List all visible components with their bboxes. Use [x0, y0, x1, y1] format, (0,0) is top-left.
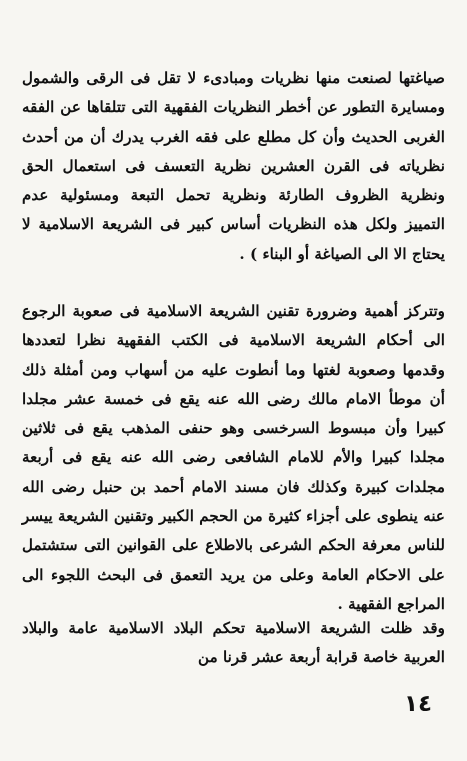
paragraph-continuation: صياغتها لصنعت منها نظريات ومبادىء لا تقل فى الرقى والشمول ومسايرة التطور عن أخطر النظريات الفقهية التى تتلقاها عن الفقه الغربى الحديث وأن كل مطلع على فقه الغرب يدرك أن من أحدث نظرياته فى القرن العشرين نظرية التعسف فى استعمال الحق ونظرية الظروف الطارئة ونظرية تحمل التبعة ومسئولية عدم التمييز ولكل هذه النظريات أساس كبير فى الشريعة الاسلامية لا يحتاج الا الى الصياغة أو البناء ) . [22, 69, 445, 263]
paragraph-codification-importance: وتتركز أهمية وضرورة تقنين الشريعة الاسلامية فى صعوبة الرجوع الى أحكام الشريعة الاسلامية فى الكتب الفقهية نظرا لتعددها وقدمها وصعوبة لغتها وما أنطوت عليه من أسهاب ومن أمثلة ذلك أن موطأ الامام مالك رضى الله عنه يقع فى خمسة عشر مجلدا كبيرا وأن مبسوط السرخسى وهو حنفى المذهب يقع فى ثلاثين مجلدا كبيرا والأم للامام الشافعى رضى الله عنه يقع فى أربعة مجلدات كبيرة وكذلك فان مسند الامام أحمد بن حنبل رضى الله عنه ينطوى على أجزاء كثيرة من الحجم الكبير وتقنين الشريعة ييسر للناس معرفة الحكم الشرعى بالاطلاع على القوانين التى ستشتمل على الاحكام العامة وعلى من يريد التعمق فى البحث اللجوء الى المراجع الفقهية . [22, 302, 445, 613]
page-number: ١٤ [403, 691, 433, 717]
paragraph-historical-rule: وقد ظلت الشريعة الاسلامية تحكم البلاد الاسلامية عامة والبلاد العربية خاصة قرابة أربعة عشر قرنا من [22, 619, 445, 667]
